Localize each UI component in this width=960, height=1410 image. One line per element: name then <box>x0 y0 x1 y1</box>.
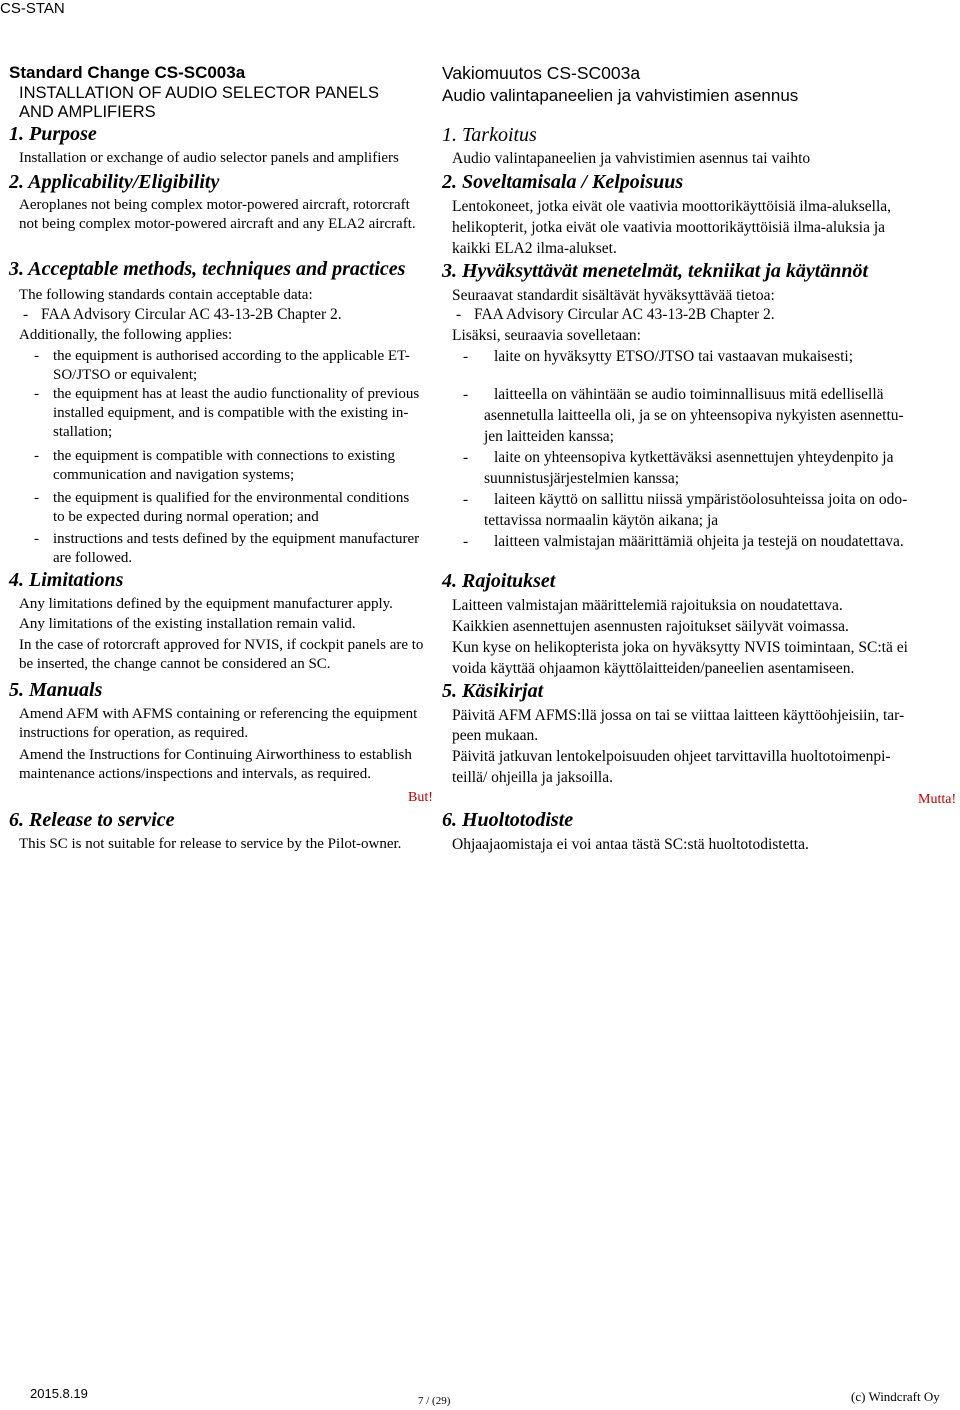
page-subtitle-fi: Audio valintapaneelien ja vahvistimien asennus <box>442 86 799 105</box>
bullet-line: SO/JTSO or equivalent; <box>53 367 198 383</box>
bullet-line: communication and navigation systems; <box>53 467 295 483</box>
section-heading-applicability: 2. Applicability/Eligibility <box>9 171 220 193</box>
bullet-dash: - <box>34 490 39 506</box>
bullet-line-fi: laiteen käyttö on sallittu niissä ympäristöolosuhteissa joita on odo- <box>494 491 908 508</box>
release-text-fi: Ohjaajaomistaja ei voi antaa tästä SC:stä huoltotodistetta. <box>452 836 809 853</box>
page-title: Standard Change CS-SC003a <box>9 63 246 82</box>
section-heading-release: 6. Release to service <box>9 809 175 831</box>
bullet-dash: - <box>34 348 39 364</box>
limitations-line-fi: voida käyttää ohjaamon käyttölaitteiden/paneelien asentamiseen. <box>452 660 855 677</box>
footer-page-number: 7 / (29) <box>418 1395 451 1407</box>
footer-date: 2015.8.19 <box>30 1386 88 1401</box>
bullet-line-fi: suunnistusjärjestelmien kanssa; <box>484 470 680 487</box>
bullet-line-fi: tettavissa normaalin käytön aikana; ja <box>484 512 719 529</box>
bullet-dash-fi: - <box>463 348 469 365</box>
bullet-line: the equipment has at least the audio functionality of previous <box>53 386 420 402</box>
applicability-line: not being complex motor-powered aircraft and any ELA2 aircraft. <box>19 216 416 232</box>
limitations-line-fi: Kaikkien asennettujen asennusten rajoitukset säilyvät voimassa. <box>452 618 849 635</box>
section-heading-manuals-fi: 5. Käsikirjat <box>442 680 544 702</box>
section-heading-limitations: 4. Limitations <box>9 569 124 591</box>
section-heading-purpose: 1. Purpose <box>9 123 97 145</box>
manuals-line-fi: Päivitä AFM AFMS:llä jossa on tai se viittaa laitteen käyttöohjeisiin, tar- <box>452 707 905 724</box>
bullet-line: the equipment is qualified for the environmental conditions <box>53 490 410 506</box>
purpose-text-fi: Audio valintapaneelien ja vahvistimien asennus tai vaihto <box>452 150 811 167</box>
applicability-line-fi: Lentokoneet, jotka eivät ole vaativia moottorikäyttöisiä ilma-aluksella, <box>452 198 892 215</box>
manuals-line-fi: Päivitä jatkuvan lentokelpoisuuden ohjeet tarvittavilla huoltotoimenpi- <box>452 748 891 765</box>
manuals-line: Amend the Instructions for Continuing Airworthiness to establish <box>19 747 412 763</box>
bullet-line-fi: laite on yhteensopiva kytkettäväksi asennettujen yhteydenpito ja <box>494 449 894 466</box>
manuals-line: maintenance actions/inspections and intervals, as required. <box>19 766 371 782</box>
methods-standard-dash-fi: - <box>456 306 462 323</box>
section-heading-applicability-fi: 2. Soveltamisala / Kelpoisuus <box>442 171 684 193</box>
limitations-line-fi: Kun kyse on helikopterista joka on hyväksytty NVIS toimintaan, SC:tä ei <box>452 639 908 656</box>
limitations-line: In the case of rotorcraft approved for NVIS, if cockpit panels are to <box>19 637 424 653</box>
bullet-line: stallation; <box>53 424 113 440</box>
section-heading-methods: 3. Acceptable methods, techniques and practices <box>9 258 406 280</box>
bullet-line-fi: laitteen valmistajan määrittämiä ohjeita ja testejä on noudatettava. <box>494 533 904 550</box>
bullet-line: the equipment is compatible with connections to existing <box>53 448 396 464</box>
methods-additional-fi: Lisäksi, seuraavia sovelletaan: <box>452 327 641 344</box>
bullet-dash-fi: - <box>463 449 469 466</box>
page-subtitle-line2: AND AMPLIFIERS <box>19 103 156 121</box>
section-heading-purpose-fi: 1. Tarkoitus <box>442 124 537 146</box>
page-subtitle-line1: INSTALLATION OF AUDIO SELECTOR PANELS <box>19 84 380 102</box>
limitations-line: be inserted, the change cannot be considered an SC. <box>19 656 331 672</box>
purpose-text: Installation or exchange of audio selector panels and amplifiers <box>19 150 399 166</box>
section-heading-manuals: 5. Manuals <box>9 679 103 701</box>
bullet-line: are followed. <box>53 550 133 566</box>
section-heading-limitations-fi: 4. Rajoitukset <box>442 570 556 592</box>
methods-intro-fi: Seuraavat standardit sisältävät hyväksyttävää tietoa: <box>452 287 775 304</box>
bullet-line-fi: jen laitteiden kanssa; <box>484 428 614 445</box>
bullet-line: to be expected during normal operation; and <box>53 509 319 525</box>
but-note: But! <box>408 790 433 805</box>
methods-standard: FAA Advisory Circular AC 43-13-2B Chapter 2. <box>41 306 342 323</box>
manuals-line-fi: teillä/ ohjeilla ja jaksoilla. <box>452 769 613 786</box>
bullet-line-fi: laite on hyväksytty ETSO/JTSO tai vastaavan mukaisesti; <box>494 348 854 365</box>
release-text: This SC is not suitable for release to service by the Pilot-owner. <box>19 836 402 852</box>
bullet-dash-fi: - <box>463 533 469 550</box>
applicability-line: Aeroplanes not being complex motor-powered aircraft, rotorcraft <box>19 197 410 213</box>
bullet-dash: - <box>34 531 39 547</box>
bullet-dash-fi: - <box>463 386 469 403</box>
manuals-line-fi: peen mukaan. <box>452 727 539 744</box>
limitations-line: Any limitations defined by the equipment manufacturer apply. <box>19 596 393 612</box>
section-heading-methods-fi: 3. Hyväksyttävät menetelmät, tekniikat ja käytännöt <box>442 260 869 282</box>
section-heading-release-fi: 6. Huoltotodiste <box>442 809 574 831</box>
applicability-line-fi: kaikki ELA2 ilma-alukset. <box>452 240 617 257</box>
methods-additional: Additionally, the following applies: <box>19 327 233 343</box>
bullet-line-fi: asennetulla laitteella oli, ja se on yhteensopiva nykyisten asennettu- <box>484 407 904 424</box>
bullet-line: the equipment is authorised according to the applicable ET- <box>53 348 410 364</box>
footer-copyright: (c) Windcraft Oy <box>851 1389 940 1404</box>
bullet-line-fi: laitteella on vähintään se audio toiminnallisuus mitä edellisellä <box>494 386 884 403</box>
applicability-line-fi: helikopterit, jotka eivät ole vaativia moottorikäyttöisiä ilma-aluksia ja <box>452 219 886 236</box>
methods-intro: The following standards contain acceptable data: <box>19 287 313 303</box>
methods-standard-fi: FAA Advisory Circular AC 43-13-2B Chapter 2. <box>474 306 775 323</box>
bullet-dash: - <box>34 448 39 464</box>
bullet-dash: - <box>34 386 39 402</box>
bullet-line: instructions and tests defined by the equipment manufacturer <box>53 531 420 547</box>
methods-standard-dash: - <box>23 306 29 323</box>
mutta-note: Mutta! <box>918 792 957 807</box>
page-title-fi: Vakiomuutos CS-SC003a <box>442 63 641 83</box>
bullet-dash-fi: - <box>463 491 469 508</box>
limitations-line-fi: Laitteen valmistajan määrittelemiä rajoituksia on noudatettava. <box>452 597 843 614</box>
manuals-line: Amend AFM with AFMS containing or referencing the equipment <box>19 706 418 722</box>
bullet-line: installed equipment, and is compatible with the existing in- <box>53 405 409 421</box>
document-header-label: CS-STAN <box>0 0 65 17</box>
manuals-line: instructions for operation, as required. <box>19 725 249 741</box>
limitations-line: Any limitations of the existing installation remain valid. <box>19 616 356 632</box>
